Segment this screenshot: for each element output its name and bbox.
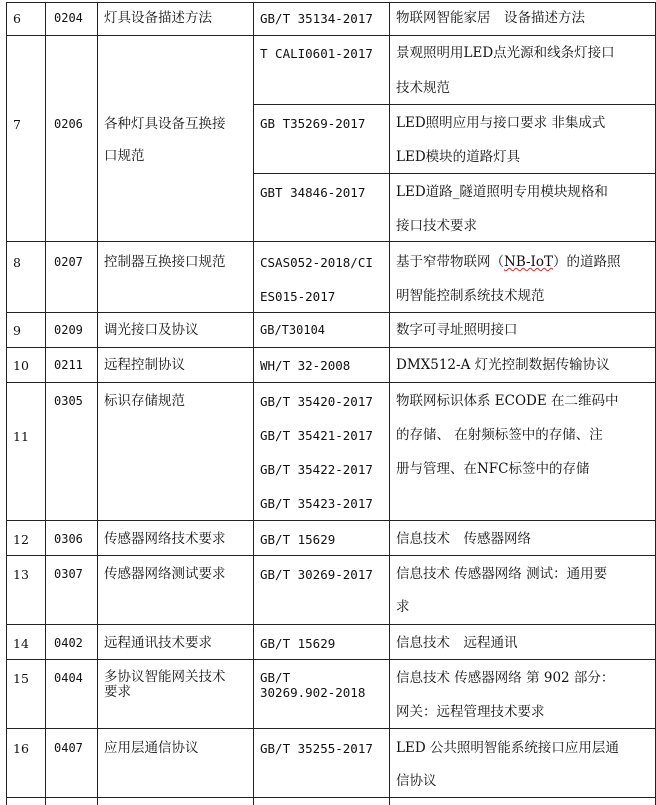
category-code: 0209 [54,323,83,337]
standard-title: 网关：远程管理技术要求 [396,704,545,720]
standard-title-part: ）的道路照 [553,254,621,270]
standard-id: GB/T 35422-2017 [260,462,373,477]
standard-id: CSAS052-2018/CI [260,255,373,270]
standard-id: T CALI0601-2017 [260,46,373,61]
standard-title [396,254,621,271]
row-number: 6 [13,11,21,26]
row-number: 15 [13,671,29,686]
row-number: 8 [13,255,21,270]
row-line [6,2,655,3]
standard-id: GB/T30104 [260,323,326,337]
standard-id: GB/T 35421-2017 [260,428,373,443]
sub-row-line [253,173,655,174]
row-line [6,659,655,660]
row-line [6,347,655,348]
standard-title: DMX512-A 灯光控制数据传输协议 [396,357,610,373]
category-code: 0306 [54,532,83,546]
row-line [6,555,655,556]
standard-id: 30269.902-2018 [260,685,366,700]
item-name: 多协议智能网关技术 [104,669,226,685]
standard-id: GB/T 30269-2017 [260,567,373,582]
standard-id: GB/T 35423-2017 [260,496,373,511]
row-number: 9 [13,323,21,338]
standard-title: 信息技术 传感器网络 [396,531,531,547]
item-name: 远程通讯技术要求 [104,635,212,651]
standard-title: LED模块的道路灯具 [396,149,521,165]
item-name: 标识存储规范 [104,393,185,409]
category-code: 0204 [54,11,83,25]
standard-title: 技术规范 [396,80,450,96]
standard-id: ES015-2017 [260,289,336,304]
standard-title: 景观照明用LED点光源和线条灯接口 [396,45,615,61]
item-name: 传感器网络测试要求 [104,566,226,582]
col-line [253,2,254,805]
row-line [6,35,655,36]
standard-title: 求 [396,599,410,615]
sub-row-line [253,104,655,105]
standard-id: GB/T 35255-2017 [260,741,373,756]
row-line [6,624,655,625]
row-number: 14 [13,636,29,651]
item-name: 调光接口及协议 [104,322,199,338]
standard-id: GB/T 15629 [260,532,336,547]
category-code: 0206 [54,117,83,131]
item-name: 传感器网络技术要求 [104,531,226,547]
standard-id: GB/T 35420-2017 [260,394,373,409]
category-code: 0207 [54,255,83,269]
item-name: 控制器互换接口规范 [104,254,226,270]
category-code: 0402 [54,636,83,650]
standard-title: LED 公共照明智能系统接口应用层通 [396,740,619,756]
standard-title: 信息技术 远程通讯 [396,635,518,651]
row-line [6,241,655,242]
standard-title: 信息技术 传感器网络 第 902 部分： [396,670,615,686]
category-code: 0407 [54,741,83,755]
row-line [6,520,655,521]
standard-title: 明智能控制系统技术规范 [396,288,545,304]
standard-title: 册与管理、在NFC标签中的存储 [396,461,590,477]
col-line [6,2,7,805]
standard-title: 数字可寻址照明接口 [396,322,518,338]
col-line [45,2,46,805]
standard-title: LED道路_隧道照明专用模块规格和 [396,184,608,200]
category-code: 0404 [54,671,83,685]
category-code: 0307 [54,567,83,581]
spellcheck-mark: NB-IoT [504,254,554,270]
item-name: 要求 [104,684,131,700]
standard-id: GB T35269-2017 [260,116,366,131]
row-line [6,312,655,313]
standard-title: 的存储、 在射频标签中的存储、注 [396,427,603,443]
col-line [389,2,390,805]
col-line [97,2,98,805]
item-name: 各种灯具设备互换接 [104,116,226,132]
standard-title-part: 基于窄带物联网（ [396,254,504,270]
standard-title: 物联网智能家居 设备描述方法 [396,10,585,26]
row-number: 7 [13,117,21,132]
standard-title: 信息技术 传感器网络 测试：通用要 [396,566,608,582]
category-code: 0305 [54,394,83,408]
item-name: 远程控制协议 [104,357,185,373]
standard-id: GB/T [260,670,291,685]
row-line [6,797,655,798]
item-name: 灯具设备描述方法 [104,10,212,26]
row-number: 10 [13,358,29,373]
standard-id: GB/T 15629 [260,636,336,651]
standard-id: WH/T 32-2008 [260,358,351,373]
standard-title: 信协议 [396,773,437,789]
standard-title: LED照明应用与接口要求 非集成式 [396,115,606,131]
row-line [6,382,655,383]
item-name: 应用层通信协议 [104,740,199,756]
category-code: 0211 [54,358,83,372]
row-number: 11 [13,429,29,444]
standard-id: GB/T 35134-2017 [260,11,373,26]
row-number: 16 [13,741,29,756]
item-name: 口规范 [104,148,145,164]
row-line [6,728,655,729]
row-number: 12 [13,532,29,547]
row-number: 13 [13,567,29,582]
standard-title: 物联网标识体系 ECODE 在二维码中 [396,393,619,409]
standard-title: 接口技术要求 [396,218,477,234]
standard-id: GBT 34846-2017 [260,185,366,200]
